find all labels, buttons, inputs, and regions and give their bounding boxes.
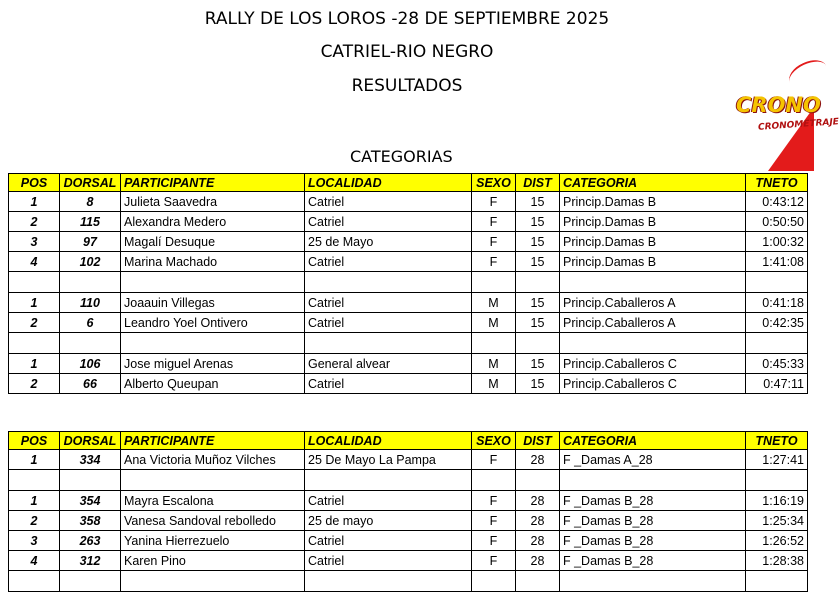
cell-sexo: F bbox=[472, 511, 516, 531]
cell-categoria: F _Damas B_28 bbox=[560, 511, 746, 531]
spacer-row bbox=[9, 272, 808, 293]
cell-pos: 2 bbox=[9, 511, 60, 531]
cell-pos: 1 bbox=[9, 491, 60, 511]
col-header-dist: DIST bbox=[516, 432, 560, 450]
table-row bbox=[9, 374, 808, 394]
cell-tneto: 1:16:19 bbox=[746, 491, 808, 511]
cell-dist: 28 bbox=[516, 551, 560, 571]
col-header-pos: POS bbox=[9, 174, 60, 192]
cell-dist: 15 bbox=[516, 374, 560, 394]
col-header-dorsal: DORSAL bbox=[60, 174, 121, 192]
logo-word: CRONO bbox=[736, 93, 821, 117]
cell-dist: 28 bbox=[516, 450, 560, 470]
cell-tneto: 0:45:33 bbox=[746, 354, 808, 374]
table-body bbox=[9, 174, 808, 394]
cell-sexo: F bbox=[472, 491, 516, 511]
cell-dist: 28 bbox=[516, 531, 560, 551]
cell-dorsal: 8 bbox=[60, 192, 121, 212]
col-header-categoria: CATEGORIA bbox=[560, 432, 746, 450]
cell-dorsal: 358 bbox=[60, 511, 121, 531]
empty-cell bbox=[121, 272, 305, 293]
cell-dorsal: 106 bbox=[60, 354, 121, 374]
results-heading: RESULTADOS bbox=[351, 76, 463, 96]
header-row bbox=[9, 174, 808, 192]
empty-cell bbox=[560, 571, 746, 592]
cell-participante: Jose miguel Arenas bbox=[121, 354, 305, 374]
cell-localidad: Catriel bbox=[305, 192, 472, 212]
empty-cell bbox=[305, 333, 472, 354]
cell-tneto: 1:28:38 bbox=[746, 551, 808, 571]
cell-localidad: Catriel bbox=[305, 293, 472, 313]
cell-localidad: Catriel bbox=[305, 491, 472, 511]
crono-logo bbox=[728, 62, 839, 172]
col-header-sexo: SEXO bbox=[472, 174, 516, 192]
cell-participante: Marina Machado bbox=[121, 252, 305, 272]
empty-cell bbox=[472, 272, 516, 293]
cell-participante: Vanesa Sandoval rebolledo bbox=[121, 511, 305, 531]
table-row bbox=[9, 531, 808, 551]
empty-cell bbox=[516, 272, 560, 293]
table-row bbox=[9, 232, 808, 252]
table-row bbox=[9, 354, 808, 374]
results-table-28k bbox=[8, 431, 808, 592]
cell-sexo: M bbox=[472, 293, 516, 313]
empty-cell bbox=[305, 272, 472, 293]
table-body bbox=[9, 432, 808, 592]
col-header-localidad: LOCALIDAD bbox=[305, 432, 472, 450]
table-row bbox=[9, 293, 808, 313]
cell-localidad: Catriel bbox=[305, 252, 472, 272]
cell-dist: 15 bbox=[516, 293, 560, 313]
empty-cell bbox=[9, 272, 60, 293]
cell-tneto: 1:27:41 bbox=[746, 450, 808, 470]
cell-pos: 1 bbox=[9, 450, 60, 470]
cell-participante: Karen Pino bbox=[121, 551, 305, 571]
cell-tneto: 0:41:18 bbox=[746, 293, 808, 313]
cell-categoria: Princip.Damas B bbox=[560, 252, 746, 272]
empty-cell bbox=[121, 333, 305, 354]
col-header-sexo: SEXO bbox=[472, 432, 516, 450]
cell-dorsal: 115 bbox=[60, 212, 121, 232]
cell-participante: Julieta Saavedra bbox=[121, 192, 305, 212]
table-row bbox=[9, 252, 808, 272]
cell-sexo: M bbox=[472, 354, 516, 374]
empty-cell bbox=[516, 333, 560, 354]
spacer-row bbox=[9, 470, 808, 491]
cell-sexo: M bbox=[472, 313, 516, 333]
cell-tneto: 0:47:11 bbox=[746, 374, 808, 394]
cell-participante: Joaauin Villegas bbox=[121, 293, 305, 313]
col-header-localidad: LOCALIDAD bbox=[305, 174, 472, 192]
empty-cell bbox=[121, 470, 305, 491]
cell-localidad: Catriel bbox=[305, 531, 472, 551]
cell-localidad: Catriel bbox=[305, 374, 472, 394]
cell-categoria: F _Damas B_28 bbox=[560, 551, 746, 571]
cell-sexo: F bbox=[472, 192, 516, 212]
cell-pos: 2 bbox=[9, 374, 60, 394]
cell-dorsal: 312 bbox=[60, 551, 121, 571]
cell-participante: Leandro Yoel Ontivero bbox=[121, 313, 305, 333]
cell-participante: Magalí Desuque bbox=[121, 232, 305, 252]
col-header-tneto: TNETO bbox=[746, 432, 808, 450]
col-header-participante: PARTICIPANTE bbox=[121, 432, 305, 450]
empty-cell bbox=[746, 272, 808, 293]
empty-cell bbox=[305, 470, 472, 491]
col-header-participante: PARTICIPANTE bbox=[121, 174, 305, 192]
empty-cell bbox=[60, 333, 121, 354]
cell-dist: 15 bbox=[516, 354, 560, 374]
cell-tneto: 1:26:52 bbox=[746, 531, 808, 551]
cell-localidad: Catriel bbox=[305, 551, 472, 571]
empty-cell bbox=[516, 571, 560, 592]
cell-categoria: Princip.Caballeros C bbox=[560, 354, 746, 374]
empty-cell bbox=[560, 470, 746, 491]
cell-dorsal: 66 bbox=[60, 374, 121, 394]
cell-tneto: 0:42:35 bbox=[746, 313, 808, 333]
cell-pos: 2 bbox=[9, 212, 60, 232]
table-row bbox=[9, 491, 808, 511]
empty-cell bbox=[516, 470, 560, 491]
cell-pos: 1 bbox=[9, 192, 60, 212]
empty-cell bbox=[472, 333, 516, 354]
cell-dorsal: 97 bbox=[60, 232, 121, 252]
cell-pos: 2 bbox=[9, 313, 60, 333]
col-header-dorsal: DORSAL bbox=[60, 432, 121, 450]
empty-cell bbox=[9, 333, 60, 354]
categories-heading: CATEGORIAS bbox=[350, 147, 453, 166]
empty-cell bbox=[560, 333, 746, 354]
empty-cell bbox=[60, 470, 121, 491]
cell-categoria: F _Damas B_28 bbox=[560, 531, 746, 551]
cell-sexo: F bbox=[472, 531, 516, 551]
cell-pos: 3 bbox=[9, 531, 60, 551]
cell-participante: Ana Victoria Muñoz Vilches bbox=[121, 450, 305, 470]
cell-dorsal: 110 bbox=[60, 293, 121, 313]
cell-dist: 28 bbox=[516, 491, 560, 511]
cell-categoria: Princip.Damas B bbox=[560, 232, 746, 252]
cell-sexo: F bbox=[472, 212, 516, 232]
cell-dist: 15 bbox=[516, 192, 560, 212]
table-row bbox=[9, 313, 808, 333]
cell-sexo: F bbox=[472, 252, 516, 272]
col-header-tneto: TNETO bbox=[746, 174, 808, 192]
cell-pos: 1 bbox=[9, 293, 60, 313]
cell-categoria: Princip.Damas B bbox=[560, 192, 746, 212]
cell-pos: 3 bbox=[9, 232, 60, 252]
results-table-15k bbox=[8, 173, 808, 394]
cell-pos: 4 bbox=[9, 252, 60, 272]
cell-categoria: Princip.Caballeros A bbox=[560, 293, 746, 313]
col-header-categoria: CATEGORIA bbox=[560, 174, 746, 192]
empty-cell bbox=[60, 272, 121, 293]
empty-cell bbox=[746, 571, 808, 592]
spacer-row bbox=[9, 571, 808, 592]
spacer-row bbox=[9, 333, 808, 354]
cell-localidad: 25 de mayo bbox=[305, 511, 472, 531]
cell-dorsal: 6 bbox=[60, 313, 121, 333]
cell-categoria: Princip.Damas B bbox=[560, 212, 746, 232]
cell-categoria: Princip.Caballeros A bbox=[560, 313, 746, 333]
empty-cell bbox=[472, 470, 516, 491]
cell-dist: 15 bbox=[516, 232, 560, 252]
cell-participante: Alexandra Medero bbox=[121, 212, 305, 232]
cell-dist: 28 bbox=[516, 511, 560, 531]
cell-dorsal: 263 bbox=[60, 531, 121, 551]
empty-cell bbox=[121, 571, 305, 592]
event-location: CATRIEL-RIO NEGRO bbox=[320, 42, 494, 62]
empty-cell bbox=[305, 571, 472, 592]
cell-categoria: F _Damas B_28 bbox=[560, 491, 746, 511]
cell-tneto: 1:00:32 bbox=[746, 232, 808, 252]
cell-participante: Alberto Queupan bbox=[121, 374, 305, 394]
table-row bbox=[9, 511, 808, 531]
cell-dist: 15 bbox=[516, 313, 560, 333]
cell-categoria: F _Damas A_28 bbox=[560, 450, 746, 470]
cell-sexo: F bbox=[472, 450, 516, 470]
col-header-dist: DIST bbox=[516, 174, 560, 192]
empty-cell bbox=[560, 272, 746, 293]
table-row bbox=[9, 212, 808, 232]
table-row bbox=[9, 551, 808, 571]
col-header-pos: POS bbox=[9, 432, 60, 450]
cell-pos: 4 bbox=[9, 551, 60, 571]
cell-sexo: F bbox=[472, 551, 516, 571]
cell-tneto: 0:43:12 bbox=[746, 192, 808, 212]
empty-cell bbox=[472, 571, 516, 592]
cell-localidad: Catriel bbox=[305, 212, 472, 232]
cell-categoria: Princip.Caballeros C bbox=[560, 374, 746, 394]
cell-tneto: 0:50:50 bbox=[746, 212, 808, 232]
table-row bbox=[9, 192, 808, 212]
cell-dorsal: 354 bbox=[60, 491, 121, 511]
cell-sexo: F bbox=[472, 232, 516, 252]
table-row bbox=[9, 450, 808, 470]
cell-dorsal: 102 bbox=[60, 252, 121, 272]
empty-cell bbox=[9, 571, 60, 592]
empty-cell bbox=[9, 470, 60, 491]
cell-localidad: 25 De Mayo La Pampa bbox=[305, 450, 472, 470]
logo-subword: CRONOMETRAJE bbox=[757, 117, 839, 133]
cell-localidad: General alvear bbox=[305, 354, 472, 374]
cell-participante: Yanina Hierrezuelo bbox=[121, 531, 305, 551]
cell-participante: Mayra Escalona bbox=[121, 491, 305, 511]
cell-dorsal: 334 bbox=[60, 450, 121, 470]
cell-dist: 15 bbox=[516, 212, 560, 232]
cell-pos: 1 bbox=[9, 354, 60, 374]
cell-localidad: 25 de Mayo bbox=[305, 232, 472, 252]
cell-localidad: Catriel bbox=[305, 313, 472, 333]
empty-cell bbox=[746, 333, 808, 354]
cell-sexo: M bbox=[472, 374, 516, 394]
cell-dist: 15 bbox=[516, 252, 560, 272]
cell-tneto: 1:25:34 bbox=[746, 511, 808, 531]
cell-tneto: 1:41:08 bbox=[746, 252, 808, 272]
empty-cell bbox=[60, 571, 121, 592]
header-row bbox=[9, 432, 808, 450]
empty-cell bbox=[746, 470, 808, 491]
event-title: RALLY DE LOS LOROS -28 DE SEPTIEMBRE 2025 bbox=[204, 9, 610, 29]
